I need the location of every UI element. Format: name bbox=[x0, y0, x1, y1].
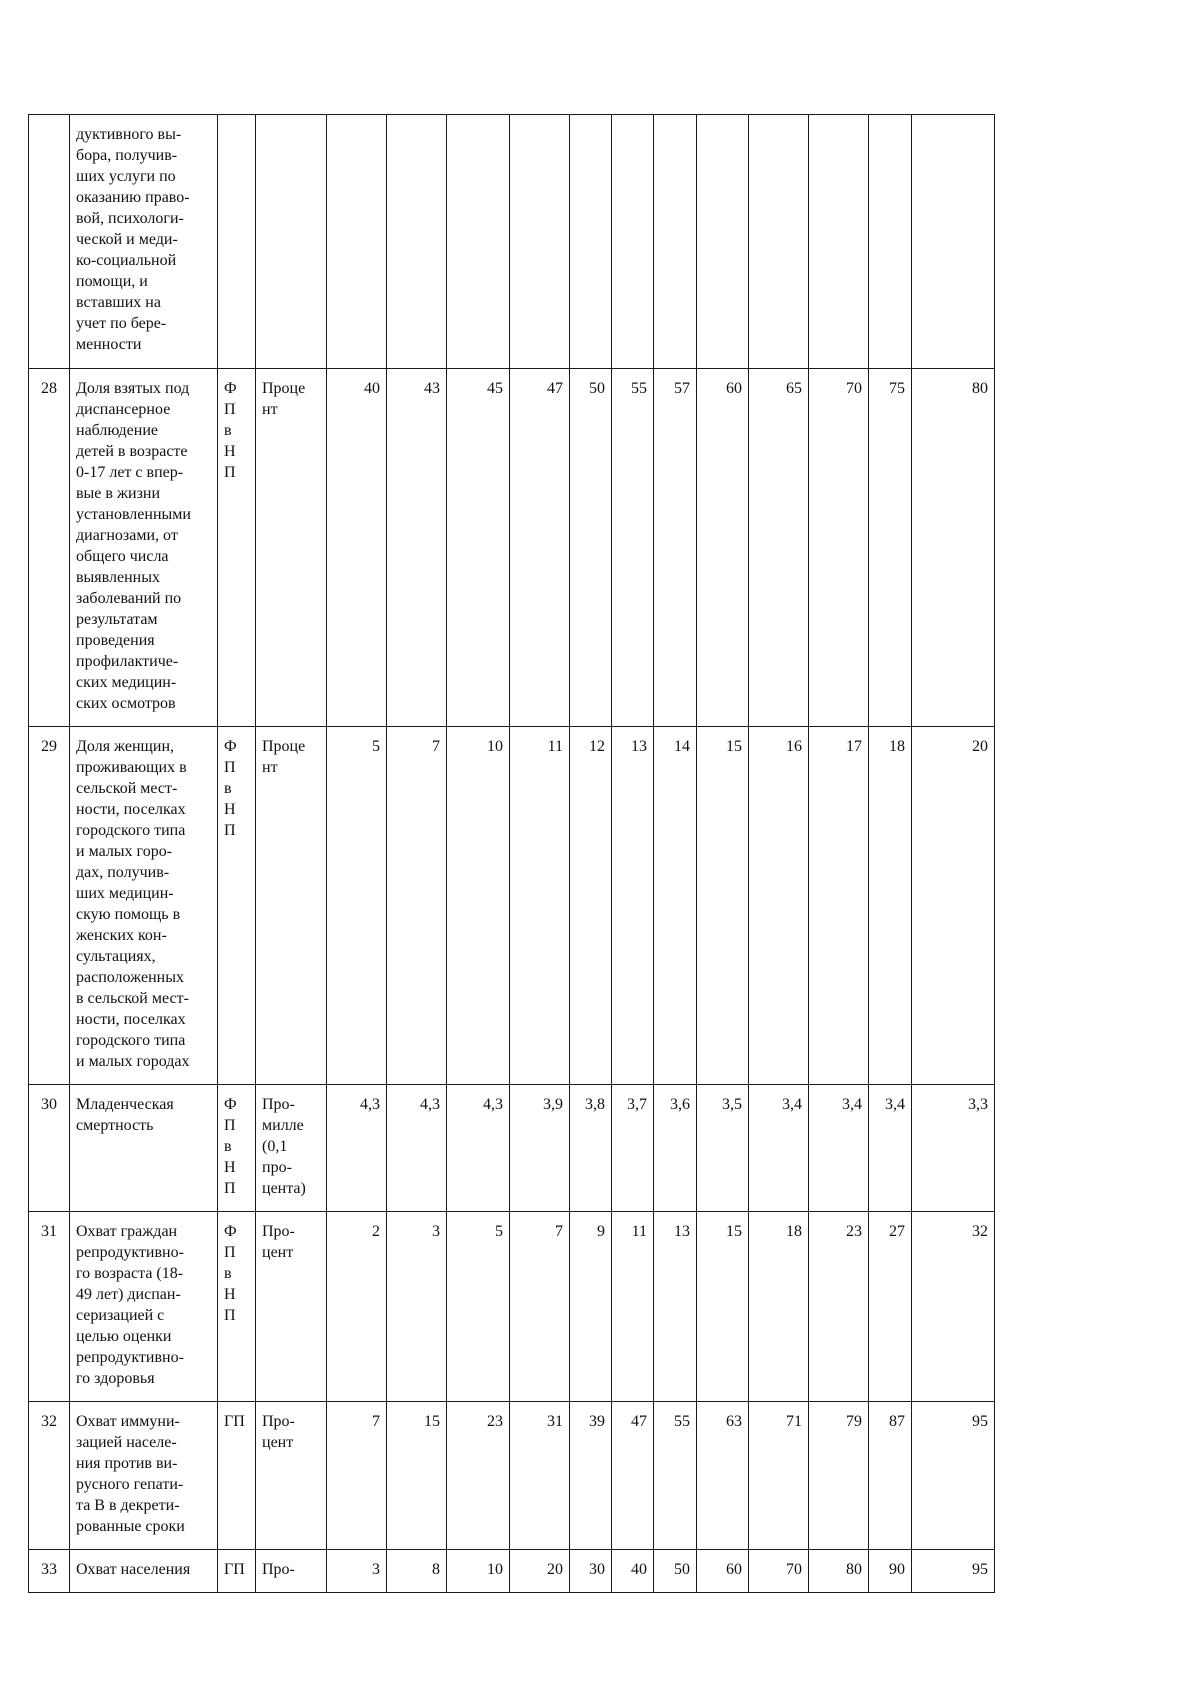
value-cell: 17 bbox=[809, 727, 869, 1085]
value-cell: 7 bbox=[510, 1212, 570, 1402]
indicator-name: Младенческая смертность bbox=[70, 1085, 218, 1212]
value-cell: 57 bbox=[654, 369, 697, 727]
value-cell bbox=[869, 115, 912, 369]
source-code: Ф П в Н П bbox=[218, 369, 256, 727]
value-cell: 30 bbox=[570, 1550, 612, 1593]
indicators-table bbox=[28, 114, 995, 1593]
table-row bbox=[29, 115, 995, 369]
indicator-name: дуктивного вы- бора, получив- ших услуги по оказанию право- вой, психологи- ческой и меди- ко-социальной помощи, и вставших на учет по бере- менности bbox=[70, 115, 218, 369]
value-cell: 18 bbox=[749, 1212, 809, 1402]
value-cell: 60 bbox=[697, 1550, 749, 1593]
source-code: ГП bbox=[218, 1550, 256, 1593]
value-cell: 10 bbox=[447, 727, 510, 1085]
unit: Проце нт bbox=[256, 727, 327, 1085]
value-cell: 3,8 bbox=[570, 1085, 612, 1212]
value-cell: 90 bbox=[869, 1550, 912, 1593]
value-cell: 60 bbox=[697, 369, 749, 727]
indicator-name: Охват населения bbox=[70, 1550, 218, 1593]
table-row bbox=[29, 1212, 995, 1402]
value-cell: 15 bbox=[697, 727, 749, 1085]
table-row bbox=[29, 727, 995, 1085]
value-cell: 15 bbox=[387, 1402, 447, 1550]
value-cell: 47 bbox=[612, 1402, 654, 1550]
value-cell: 31 bbox=[510, 1402, 570, 1550]
value-cell: 27 bbox=[869, 1212, 912, 1402]
value-cell: 39 bbox=[570, 1402, 612, 1550]
value-cell: 95 bbox=[912, 1402, 995, 1550]
value-cell: 79 bbox=[809, 1402, 869, 1550]
value-cell bbox=[912, 115, 995, 369]
value-cell: 15 bbox=[697, 1212, 749, 1402]
indicator-name: Охват граждан репродуктивно- го возраста (18- 49 лет) диспан- серизацией с целью оценки репродуктивно- го здоровья bbox=[70, 1212, 218, 1402]
indicator-name: Доля женщин, проживающих в сельской мест- ности, поселках городского типа и малых горо- дах, получив- ших медицин- скую помощь в женских кон- сультациях, расположенных в сельской мест- ности, поселках городского типа и малых городах bbox=[70, 727, 218, 1085]
value-cell bbox=[749, 115, 809, 369]
value-cell: 43 bbox=[387, 369, 447, 727]
table-row bbox=[29, 1402, 995, 1550]
value-cell bbox=[654, 115, 697, 369]
table-body bbox=[29, 115, 995, 1593]
value-cell bbox=[387, 115, 447, 369]
source-code bbox=[218, 115, 256, 369]
unit: Про- цент bbox=[256, 1212, 327, 1402]
value-cell: 5 bbox=[447, 1212, 510, 1402]
value-cell: 7 bbox=[327, 1402, 387, 1550]
value-cell: 4,3 bbox=[447, 1085, 510, 1212]
value-cell: 32 bbox=[912, 1212, 995, 1402]
indicator-name: Доля взятых под диспансерное наблюдение детей в возрасте 0-17 лет с впер- вые в жизни установленными диагнозами, от общего числа выявленных заболеваний по результатам проведения профилактиче- ских медицин- ских осмотров bbox=[70, 369, 218, 727]
table-row bbox=[29, 1550, 995, 1593]
value-cell: 3 bbox=[387, 1212, 447, 1402]
value-cell bbox=[510, 115, 570, 369]
value-cell: 50 bbox=[570, 369, 612, 727]
value-cell: 65 bbox=[749, 369, 809, 727]
row-number: 28 bbox=[29, 369, 70, 727]
value-cell: 10 bbox=[447, 1550, 510, 1593]
unit: Про- милле (0,1 про- цента) bbox=[256, 1085, 327, 1212]
value-cell: 3,6 bbox=[654, 1085, 697, 1212]
value-cell: 3 bbox=[327, 1550, 387, 1593]
value-cell: 63 bbox=[697, 1402, 749, 1550]
value-cell: 12 bbox=[570, 727, 612, 1085]
unit: Про- bbox=[256, 1550, 327, 1593]
value-cell: 14 bbox=[654, 727, 697, 1085]
table-row bbox=[29, 1085, 995, 1212]
value-cell: 13 bbox=[612, 727, 654, 1085]
value-cell: 4,3 bbox=[327, 1085, 387, 1212]
value-cell: 71 bbox=[749, 1402, 809, 1550]
value-cell: 9 bbox=[570, 1212, 612, 1402]
value-cell: 7 bbox=[387, 727, 447, 1085]
value-cell: 13 bbox=[654, 1212, 697, 1402]
value-cell bbox=[697, 115, 749, 369]
row-number: 29 bbox=[29, 727, 70, 1085]
value-cell: 55 bbox=[612, 369, 654, 727]
value-cell: 47 bbox=[510, 369, 570, 727]
value-cell: 80 bbox=[912, 369, 995, 727]
value-cell: 2 bbox=[327, 1212, 387, 1402]
value-cell: 80 bbox=[809, 1550, 869, 1593]
value-cell: 70 bbox=[809, 369, 869, 727]
unit bbox=[256, 115, 327, 369]
indicator-name: Охват иммуни- зацией населе- ния против ви- русного гепати- та В в декрети- рованные сроки bbox=[70, 1402, 218, 1550]
value-cell: 87 bbox=[869, 1402, 912, 1550]
value-cell: 40 bbox=[612, 1550, 654, 1593]
value-cell bbox=[612, 115, 654, 369]
source-code: Ф П в Н П bbox=[218, 1212, 256, 1402]
row-number: 30 bbox=[29, 1085, 70, 1212]
value-cell: 11 bbox=[510, 727, 570, 1085]
source-code: Ф П в Н П bbox=[218, 1085, 256, 1212]
value-cell: 3,9 bbox=[510, 1085, 570, 1212]
value-cell bbox=[327, 115, 387, 369]
row-number: 31 bbox=[29, 1212, 70, 1402]
value-cell: 3,4 bbox=[749, 1085, 809, 1212]
value-cell: 23 bbox=[809, 1212, 869, 1402]
unit: Про- цент bbox=[256, 1402, 327, 1550]
value-cell: 3,5 bbox=[697, 1085, 749, 1212]
table-row bbox=[29, 369, 995, 727]
value-cell bbox=[570, 115, 612, 369]
value-cell: 4,3 bbox=[387, 1085, 447, 1212]
value-cell: 55 bbox=[654, 1402, 697, 1550]
value-cell: 3,7 bbox=[612, 1085, 654, 1212]
value-cell: 23 bbox=[447, 1402, 510, 1550]
value-cell: 16 bbox=[749, 727, 809, 1085]
value-cell: 18 bbox=[869, 727, 912, 1085]
value-cell: 3,4 bbox=[809, 1085, 869, 1212]
value-cell: 95 bbox=[912, 1550, 995, 1593]
value-cell: 20 bbox=[912, 727, 995, 1085]
value-cell bbox=[447, 115, 510, 369]
value-cell: 5 bbox=[327, 727, 387, 1085]
value-cell: 20 bbox=[510, 1550, 570, 1593]
source-code: Ф П в Н П bbox=[218, 727, 256, 1085]
value-cell: 70 bbox=[749, 1550, 809, 1593]
value-cell bbox=[809, 115, 869, 369]
source-code: ГП bbox=[218, 1402, 256, 1550]
value-cell: 50 bbox=[654, 1550, 697, 1593]
value-cell: 3,3 bbox=[912, 1085, 995, 1212]
row-number: 33 bbox=[29, 1550, 70, 1593]
unit: Проце нт bbox=[256, 369, 327, 727]
value-cell: 11 bbox=[612, 1212, 654, 1402]
value-cell: 75 bbox=[869, 369, 912, 727]
value-cell: 40 bbox=[327, 369, 387, 727]
row-number bbox=[29, 115, 70, 369]
value-cell: 45 bbox=[447, 369, 510, 727]
row-number: 32 bbox=[29, 1402, 70, 1550]
value-cell: 3,4 bbox=[869, 1085, 912, 1212]
value-cell: 8 bbox=[387, 1550, 447, 1593]
